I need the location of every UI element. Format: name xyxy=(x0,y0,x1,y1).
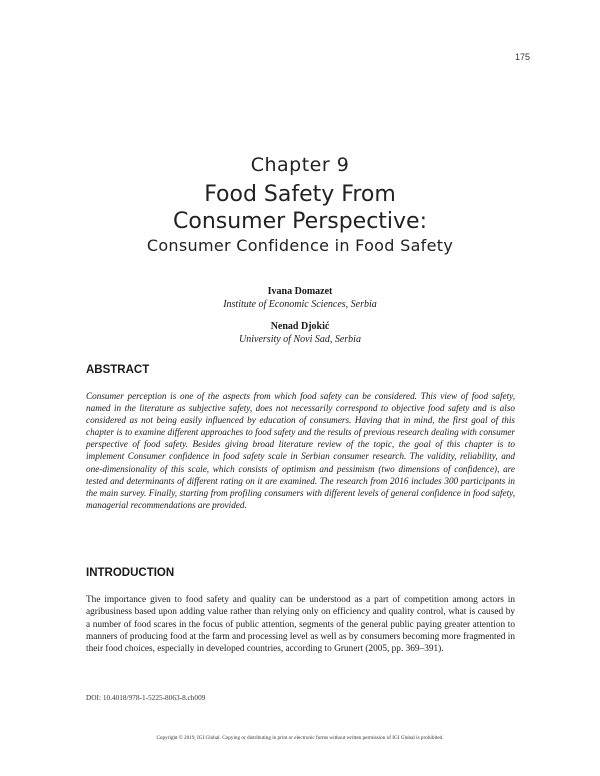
abstract-text: Consumer perception is one of the aspects from which food safety can be considered. This view of food safety, named in the literature as subjective safety, does not necessarily correspond to objective food safety and is also considered as not being easily influenced by education of consumers. Having that in mind, the first goal of this chapter is to examine different approaches to food safety and the results of previous research dealing with consumer perspective of food safety. Besides giving broad literature review of the topic, the goal of this chapter is to implement Consumer confidence in food safety scale in Serbian consumer research. The validity, reliability, and one-dimensionality of this scale, which consists of optimism and pessimism (two dimensions of confidence), are tested and determinants of different rating on it are examined. The research from 2016 includes 300 participants in the main survey. Finally, starting from profiling consumers with different levels of general confidence in food safety, managerial recommendations are provided. xyxy=(86,391,515,510)
introduction-heading: INTRODUCTION xyxy=(86,567,175,579)
chapter-label: Chapter 9 xyxy=(250,154,350,176)
doi-text: DOI: 10.4018/978-1-5225-8063-8.ch009 xyxy=(86,693,206,702)
author-name: Nenad Djokić xyxy=(270,321,330,332)
abstract-heading: ABSTRACT xyxy=(86,364,150,376)
chapter-title-line-1: Food Safety From xyxy=(204,182,396,207)
copyright-notice: Copyright © 2019, IGI Global. Copying or distributing in print or electronic forms without written permission of IGI Global is prohibited. xyxy=(156,735,444,741)
introduction-text: The importance given to food safety and quality can be understood as a part of competition among actors in agribusiness based upon adding value rather than relying only on efficiency and quality control, what is caused by a number of food scares in the focus of public attention, segments of the general public paying greater attention to manners of producing food at the farm and processing level as well as by consumers becoming more fragmented in their food choices, especially in developed countries, according to Grunert (2005, pp. 369–391). xyxy=(86,595,515,655)
page-number: 175 xyxy=(514,52,530,62)
author-name: Ivana Domazet xyxy=(267,286,333,297)
chapter-title xyxy=(0,181,600,235)
author-affiliation: Institute of Economic Sciences, Serbia xyxy=(223,299,377,310)
author-affiliation: University of Novi Sad, Serbia xyxy=(239,334,361,345)
author-block-1 xyxy=(0,285,600,311)
chapter-title-line-2: Consumer Perspective: xyxy=(173,209,427,234)
chapter-subtitle: Consumer Confidence in Food Safety xyxy=(146,236,454,255)
author-block-2 xyxy=(0,320,600,346)
